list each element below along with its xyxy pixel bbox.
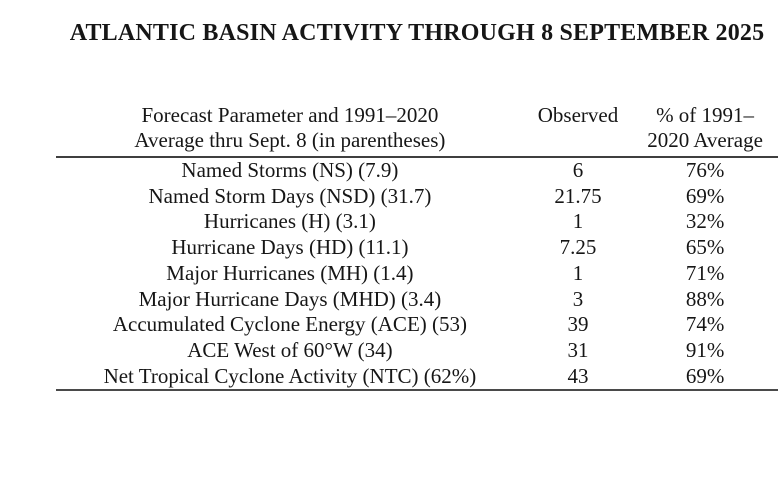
observed-cell: 1 — [572, 260, 584, 285]
table-header-row — [56, 103, 778, 157]
column-header-percent-line1: % of 1991– — [656, 103, 755, 127]
table-body — [56, 157, 778, 390]
column-header-percent — [632, 103, 778, 157]
column-header-parameter-line2: Average thru Sept. 8 (in parentheses) — [134, 128, 446, 152]
table-row — [56, 184, 778, 210]
observed-cell: 31 — [567, 337, 589, 362]
parameter-cell: ACE West of 60°W (34) — [187, 337, 393, 362]
observed-cell: 3 — [572, 286, 584, 311]
observed-cell: 1 — [572, 209, 584, 234]
activity-table — [56, 103, 778, 391]
parameter-cell: Major Hurricane Days (MHD) (3.4) — [138, 286, 442, 311]
parameter-cell: Net Tropical Cyclone Activity (NTC) (62%) — [103, 363, 477, 388]
observed-cell: 43 — [567, 363, 589, 388]
table-row — [56, 261, 778, 287]
table-header — [56, 103, 778, 157]
document-page — [56, 18, 778, 391]
table-row — [56, 157, 778, 184]
parameter-cell: Named Storms (NS) (7.9) — [181, 158, 399, 182]
percent-cell: 65% — [685, 235, 725, 260]
percent-cell: 74% — [685, 312, 725, 337]
percent-cell: 32% — [685, 209, 725, 234]
observed-cell: 21.75 — [554, 183, 602, 208]
percent-cell: 91% — [685, 337, 725, 362]
page-title: ATLANTIC BASIN ACTIVITY THROUGH 8 SEPTEMBER 2025 — [69, 20, 765, 46]
column-header-observed-label: Observed — [537, 103, 619, 127]
parameter-cell: Hurricanes (H) (3.1) — [203, 209, 376, 234]
percent-cell: 69% — [685, 363, 725, 388]
column-header-parameter — [56, 103, 524, 157]
observed-cell: 39 — [567, 312, 589, 337]
percent-cell: 71% — [685, 260, 725, 285]
table-row — [56, 312, 778, 338]
table-row — [56, 235, 778, 261]
table-row — [56, 209, 778, 235]
percent-cell: 69% — [685, 183, 725, 208]
percent-cell: 88% — [685, 286, 725, 311]
observed-cell: 6 — [572, 158, 584, 182]
column-header-parameter-line1: Forecast Parameter and 1991–2020 — [141, 103, 439, 127]
parameter-cell: Accumulated Cyclone Energy (ACE) (53) — [112, 312, 467, 337]
parameter-cell: Named Storm Days (NSD) (31.7) — [148, 183, 432, 208]
parameter-cell: Major Hurricanes (MH) (1.4) — [166, 260, 414, 285]
parameter-cell: Hurricane Days (HD) (11.1) — [171, 235, 409, 260]
column-header-observed — [524, 103, 632, 157]
column-header-percent-line2: 2020 Average — [647, 128, 763, 152]
table-row — [56, 364, 778, 391]
percent-cell: 76% — [685, 158, 725, 182]
table-row — [56, 338, 778, 364]
table-row — [56, 287, 778, 313]
observed-cell: 7.25 — [559, 235, 597, 260]
